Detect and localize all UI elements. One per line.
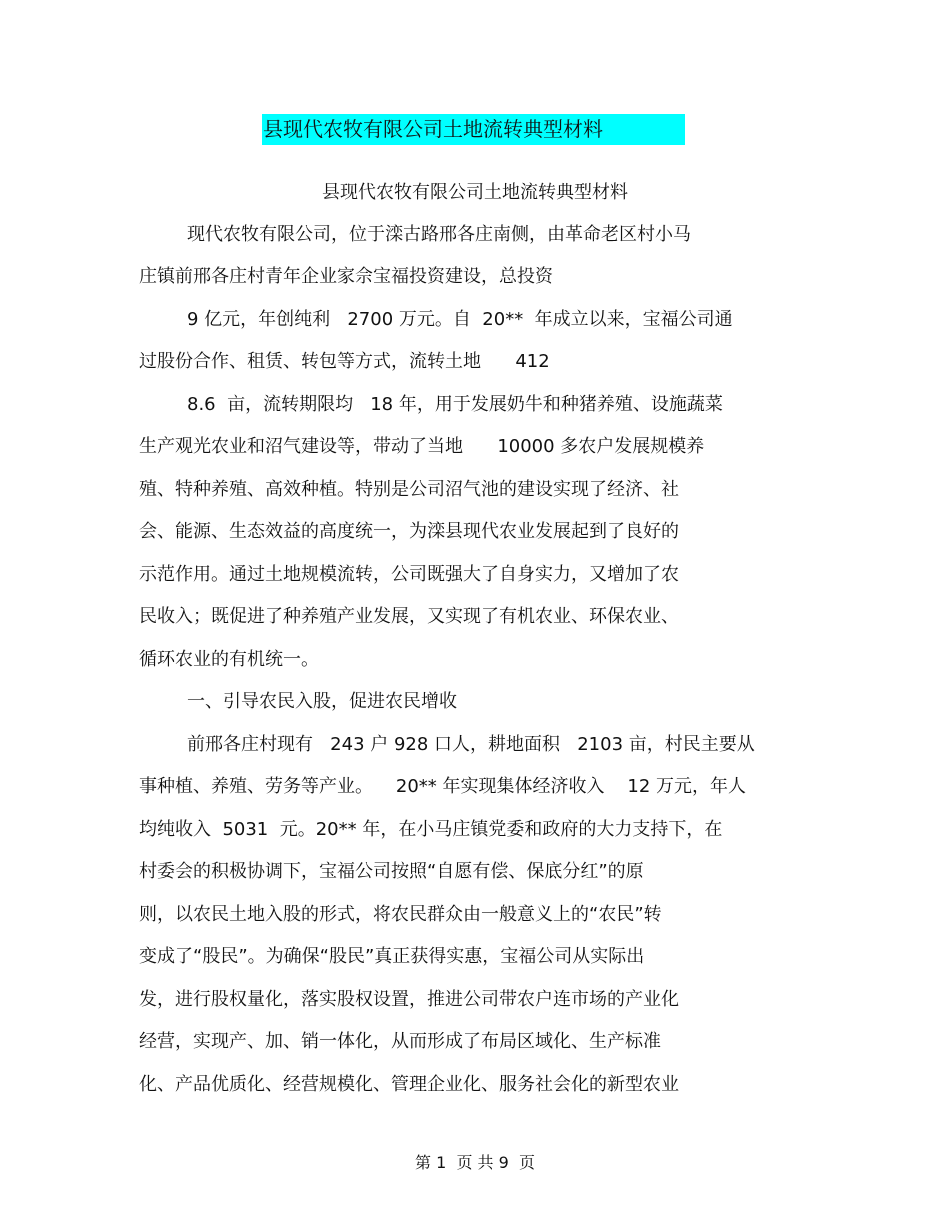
body-line: 均纯收入 5031 元。20** 年，在小马庄镇党委和政府的大力支持下，在 (139, 819, 723, 840)
body-line: 生产观光农业和沼气建设等，带动了当地 10000 多农户发展规模养 (139, 436, 705, 457)
body-line: 民收入；既促进了种养殖产业发展，又实现了有机农业、环保农业、 (139, 606, 679, 627)
body-line: 现代农牧有限公司，位于滦古路邢各庄南侧，由革命老区村小马 (187, 224, 691, 245)
section-heading: 一、引导农民入股，促进农民增收 (187, 691, 457, 712)
body-line: 村委会的积极协调下，宝福公司按照“自愿有偿、保底分红”的原 (139, 861, 644, 882)
body-line: 化、产品优质化、经营规模化、管理企业化、服务社会化的新型农业 (139, 1074, 679, 1095)
body-line: 庄镇前邢各庄村青年企业家佘宝福投资建设，总投资 (139, 266, 553, 287)
body-line: 过股份合作、租赁、转包等方式，流转土地 412 (139, 351, 550, 372)
body-line: 殖、特种养殖、高效种植。特别是公司沼气池的建设实现了经济、社 (139, 479, 679, 500)
body-line: 循环农业的有机统一。 (139, 649, 319, 670)
body-line: 变成了“股民”。为确保“股民”真正获得实惠，宝福公司从实际出 (139, 946, 645, 967)
document-subtitle: 县现代农牧有限公司土地流转典型材料 (322, 182, 628, 203)
document-title: 县现代农牧有限公司土地流转典型材料 (263, 117, 603, 141)
body-line: 发，进行股权量化，落实股权设置，推进公司带农户连市场的产业化 (139, 989, 679, 1010)
body-line: 8.6 亩，流转期限均 18 年，用于发展奶牛和种猪养殖、设施蔬菜 (187, 394, 723, 415)
body-line: 则，以农民土地入股的形式，将农民群众由一般意义上的“农民”转 (139, 904, 662, 925)
body-line: 9 亿元，年创纯利 2700 万元。自 20** 年成立以来，宝福公司通 (187, 309, 733, 330)
body-line: 会、能源、生态效益的高度统一，为滦县现代农业发展起到了良好的 (139, 521, 679, 542)
body-line: 前邢各庄村现有 243 户 928 口人，耕地面积 2103 亩，村民主要从 (187, 734, 755, 755)
body-line: 事种植、养殖、劳务等产业。 20** 年实现集体经济收入 12 万元，年人 (139, 776, 747, 797)
body-line: 经营，实现产、加、销一体化，从而形成了布局区域化、生产标准 (139, 1031, 661, 1052)
page-number: 第 1 页 共 9 页 (415, 1153, 535, 1172)
body-line: 示范作用。通过土地规模流转，公司既强大了自身实力，又增加了农 (139, 564, 679, 585)
